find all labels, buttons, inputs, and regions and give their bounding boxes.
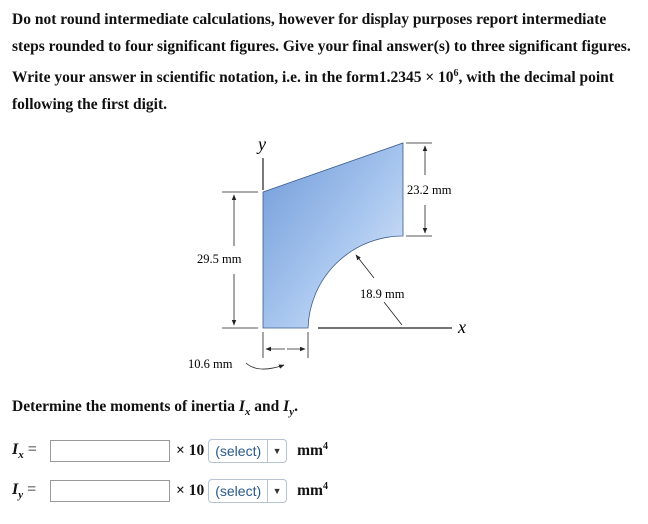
iy-input[interactable]	[50, 480, 170, 502]
dropdown-arrow-icon: ▼	[267, 480, 286, 502]
ix-exponent-select[interactable]	[208, 439, 287, 463]
iy-unit: $mm^4$	[297, 481, 328, 500]
ix-input[interactable]	[50, 440, 170, 462]
answer-row-ix	[12, 438, 328, 464]
y-axis-label: y	[258, 134, 266, 154]
iy-times-ten: × 10	[176, 482, 205, 499]
dim-bottom-label: 10.6 mm	[188, 357, 233, 371]
answer-row-iy	[12, 478, 328, 504]
question-suffix: .	[294, 398, 298, 415]
dim-radius-leader-up	[356, 255, 374, 278]
iy-exponent-select-value: (select)	[215, 483, 262, 499]
x-axis-label: x	[458, 317, 466, 337]
dim-radius-label: 18.9 mm	[360, 287, 405, 301]
example-times: × 10	[425, 69, 454, 87]
example-exponent: 6	[453, 68, 459, 79]
ix-label: $I_x$ =	[12, 440, 37, 462]
question-and: and	[254, 398, 280, 415]
instructions-text: Do not round intermediate calculations, however for display purposes report intermediate steps rounded to four significant figures. Give your final answer(s) to three significant figures. Write your answer in scientific notation, i.e. in the form	[12, 11, 631, 87]
ix-unit: $mm^4$	[297, 441, 328, 460]
dim-right-label: 23.2 mm	[407, 183, 452, 197]
dim-bottom-leader	[246, 363, 284, 369]
question-var2: I	[283, 398, 290, 415]
dim-radius-leader-down	[384, 302, 402, 325]
ix-exponent-select-value: (select)	[215, 443, 262, 459]
instructions-text-end: , with the decimal point following the first digit.	[12, 69, 614, 114]
question-var2-sub: y	[289, 406, 295, 419]
iy-exponent-select[interactable]	[208, 479, 287, 503]
dropdown-arrow-icon: ▼	[267, 440, 286, 462]
question-var1-sub: x	[244, 406, 251, 419]
question-var1: I	[238, 398, 245, 415]
example-mantissa: 1.2345	[378, 69, 422, 87]
question-prefix: Determine the moments of inertia	[12, 398, 235, 415]
ix-times-ten: × 10	[176, 442, 205, 459]
iy-label: $I_y$ =	[12, 480, 37, 502]
dim-left-label: 29.5 mm	[197, 252, 242, 266]
question-prompt	[12, 398, 298, 418]
